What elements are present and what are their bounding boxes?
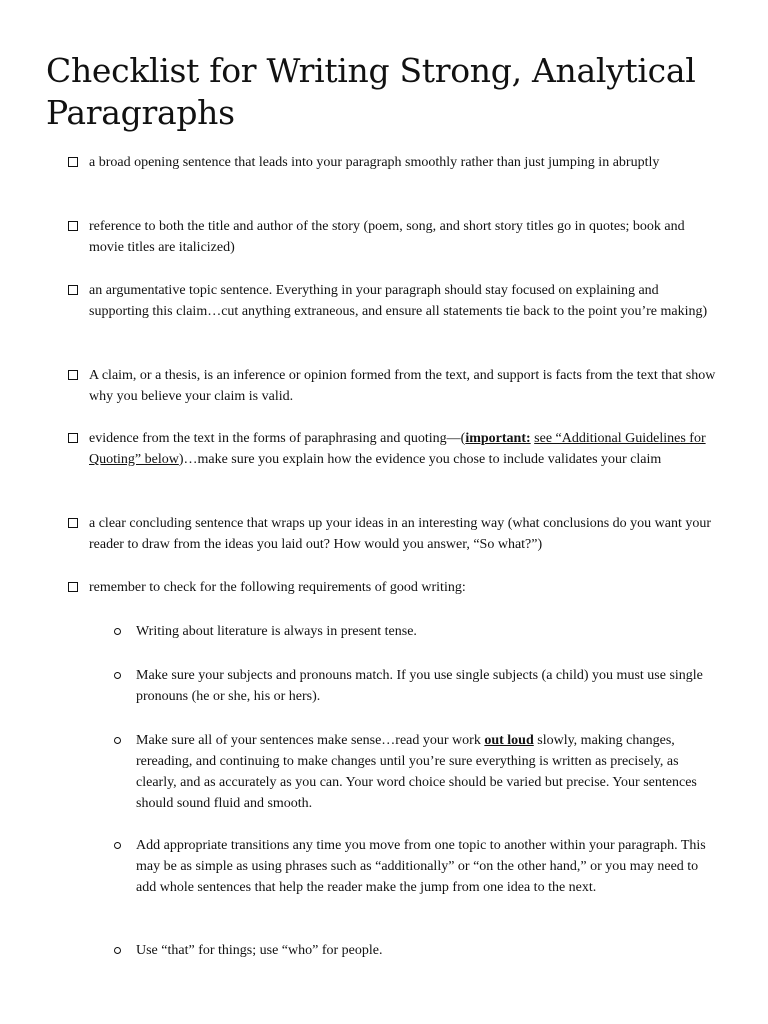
- checkbox-icon: [68, 221, 78, 231]
- page-title: Checklist for Writing Strong, Analytical Paragraphs: [46, 51, 696, 132]
- circle-bullet-icon: [114, 628, 121, 635]
- circle-bullet-icon: [114, 737, 121, 744]
- evidence-text-end: )…make sure you explain how the evidence you chose to include validates your claim: [178, 452, 662, 467]
- checkbox-icon: [68, 433, 78, 443]
- checklist-item: A claim, or a thesis, is an inference or opinion formed from the text, and support is facts from the text that show why you believe your claim is valid.: [89, 368, 716, 404]
- checklist-item: reference to both the title and author of the story (poem, song, and short story titles go in quotes; book and movie titles are italicized): [89, 219, 685, 255]
- out-loud-emphasis: out loud: [484, 733, 534, 748]
- checkbox-icon: [68, 370, 78, 380]
- checkbox-icon: [68, 285, 78, 295]
- requirement-item: Writing about literature is always in present tense.: [136, 624, 417, 639]
- checkbox-icon: [68, 582, 78, 592]
- requirement-item: Add appropriate transitions any time you move from one topic to another within your paragraph. This may be as simple as using phrases such as “additionally” or “on the other hand,” or you may need to add whole sentences that help the reader make the jump from one idea to the next.: [136, 838, 706, 895]
- checklist-item-evidence: [89, 428, 721, 470]
- checklist-item: remember to check for the following requirements of good writing:: [89, 580, 466, 595]
- read-aloud-text-end: slowly, making changes, rereading, and continuing to make changes until you’re sure everything is written as precisely, as clearly, and as accurately as you can. Your word choice should be varied but precise. Your sentences should sound fluid and smooth.: [136, 733, 697, 811]
- circle-bullet-icon: [114, 947, 121, 954]
- circle-bullet-icon: [114, 672, 121, 679]
- quoting-guidelines-reference: see “Additional Guidelines for Quoting” below: [89, 431, 706, 467]
- requirement-item: Use “that” for things; use “who” for people.: [136, 943, 383, 958]
- checklist-item: a broad opening sentence that leads into your paragraph smoothly rather than just jumping in abruptly: [89, 155, 660, 170]
- checklist-item: an argumentative topic sentence. Everything in your paragraph should stay focused on explaining and supporting this claim…cut anything extraneous, and ensure all statements tie back to the point you’re making): [89, 283, 708, 319]
- checklist-item: a clear concluding sentence that wraps up your ideas in an interesting way (what conclusions do you want your reader to draw from the ideas you laid out? How would you answer, “So what?”): [89, 516, 712, 552]
- circle-bullet-icon: [114, 842, 121, 849]
- read-aloud-text-start: Make sure all of your sentences make sense…read your work: [136, 733, 485, 748]
- checkbox-icon: [68, 157, 78, 167]
- important-label: important:: [465, 431, 531, 446]
- requirement-item: Make sure your subjects and pronouns match. If you use single subjects (a child) you must use single pronouns (he or she, his or hers).: [136, 668, 703, 704]
- evidence-text-start: evidence from the text in the forms of paraphrasing and quoting—(: [89, 431, 466, 446]
- requirement-item-read-aloud: [136, 730, 721, 814]
- checkbox-icon: [68, 518, 78, 528]
